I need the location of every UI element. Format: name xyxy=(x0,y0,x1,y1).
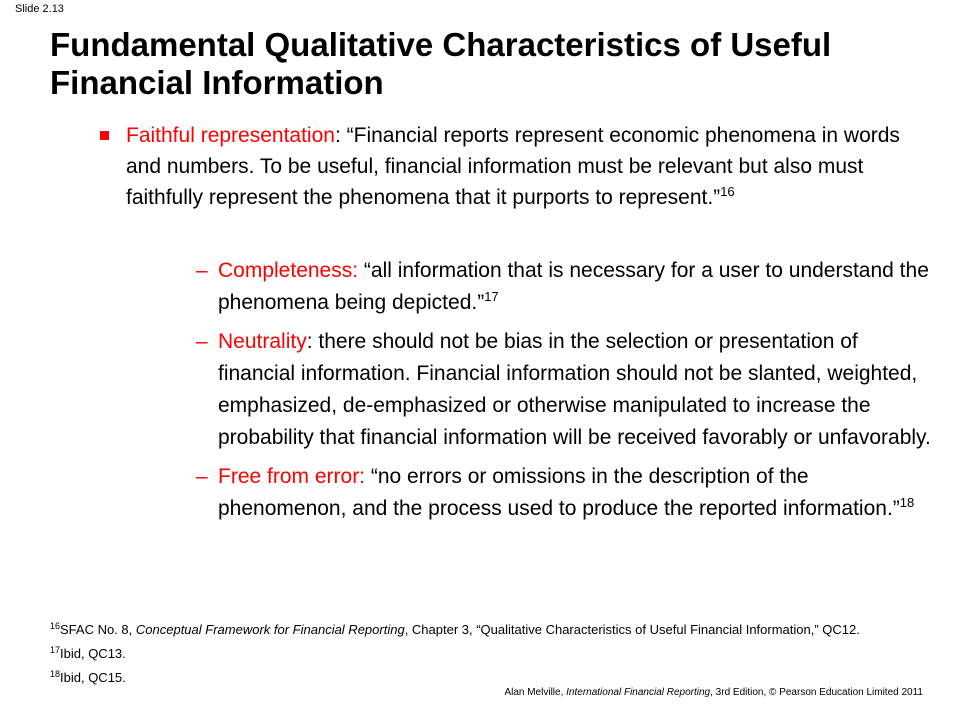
dash-marker: – xyxy=(196,330,208,353)
sub-bullet-list xyxy=(196,255,936,532)
footnote-ref: 16 xyxy=(720,184,735,199)
credit-book: International Financial Reporting xyxy=(566,687,711,698)
footnote-text: SFAC No. 8, xyxy=(60,622,136,637)
sub-bullet-neutrality xyxy=(196,326,936,454)
red-square-bullet-icon xyxy=(100,131,109,140)
main-bullet-term: Faithful representation xyxy=(126,124,335,147)
footnote-number: 18 xyxy=(50,669,61,679)
sub-bullet-text: “all information that is necessary for a user to understand the phenomena being depicted.” xyxy=(218,259,929,314)
credit-rest: , 3rd Edition, © Pearson Education Limited 2011 xyxy=(710,687,923,698)
footnote-ref: 18 xyxy=(899,495,915,510)
main-bullet-text xyxy=(126,120,930,213)
main-bullet xyxy=(100,120,930,213)
footnote-number: 17 xyxy=(50,645,61,655)
footnote-17 xyxy=(50,644,920,663)
footnote-16 xyxy=(50,620,920,639)
dash-marker: – xyxy=(196,259,208,282)
footnote-text: Ibid, QC15. xyxy=(60,670,126,685)
footnote-ref: 17 xyxy=(484,289,499,304)
footnote-18 xyxy=(50,668,920,687)
footnote-text: Ibid, QC13. xyxy=(60,646,126,661)
sub-bullet-text: : there should not be bias in the selection or presentation of financial information. Financial information should not be slanted, weighted, emphasized, de-emphasized or otherwise manipulated to increase the probability that financial information will be received favorably or unfavorably. xyxy=(218,330,931,449)
sub-bullet-free-from-error xyxy=(196,461,936,525)
slide-title: Fundamental Qualitative Characteristics of Useful Financial Information xyxy=(50,26,832,101)
footnote-italic: Conceptual Framework for Financial Reporting xyxy=(135,622,405,637)
sub-bullet-term: Neutrality xyxy=(218,330,307,353)
copyright-credit xyxy=(468,687,923,698)
dash-marker: – xyxy=(196,465,208,488)
footnote-number: 16 xyxy=(50,621,61,631)
credit-author: Alan Melville, xyxy=(504,687,567,698)
sub-bullet-completeness xyxy=(196,255,936,319)
footnote-text-rest: , Chapter 3, “Qualitative Characteristics of Useful Financial Information,” QC12. xyxy=(404,622,860,637)
footnotes xyxy=(50,620,920,692)
sub-bullet-term: Completeness: xyxy=(218,259,359,282)
slide-number: Slide 2.13 xyxy=(15,3,64,15)
sub-bullet-text: “no errors or omissions in the description of the phenomenon, and the process used to produce the reported information.” xyxy=(218,465,900,520)
sub-bullet-term: Free from error: xyxy=(218,465,366,488)
main-bullet-body: : “Financial reports represent economic phenomena in words and numbers. To be useful, financial information must be relevant but also must faithfully represent the phenomena that it purports to represent.” xyxy=(126,124,900,209)
